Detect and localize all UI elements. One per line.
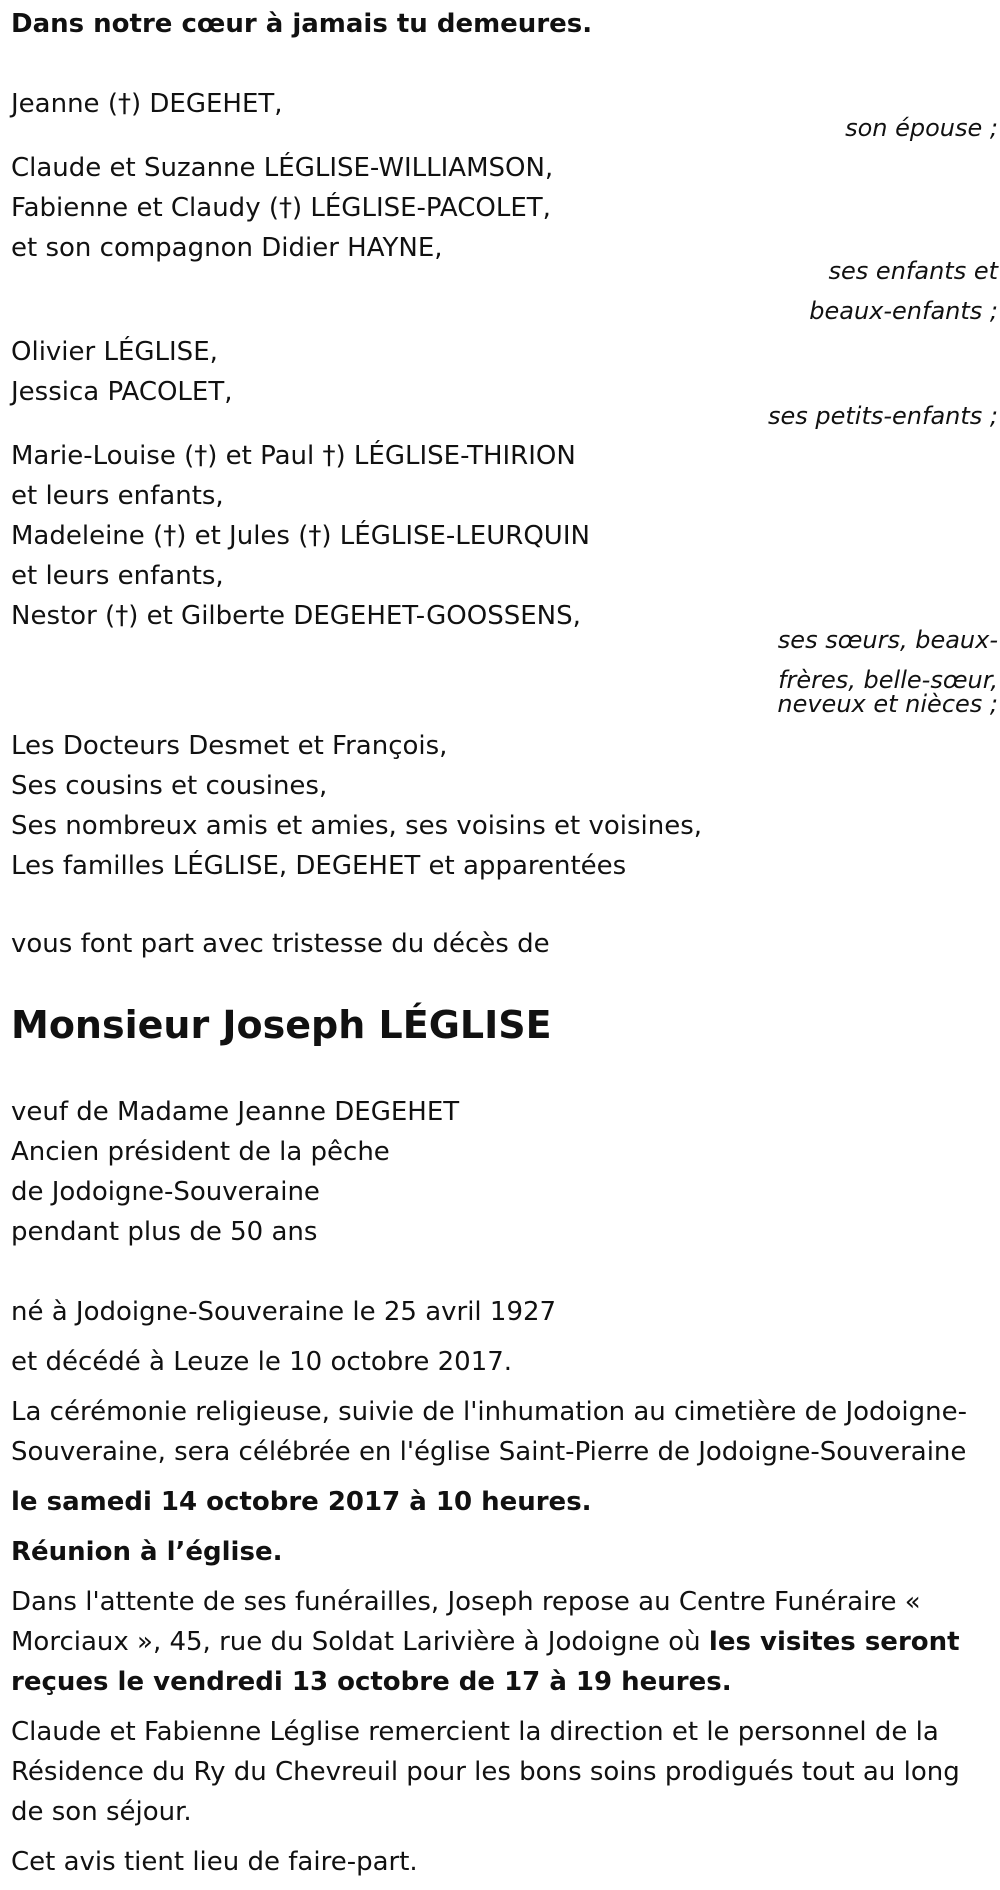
spouse-relation-label: son épouse ; bbox=[845, 114, 998, 142]
family-line: Fabienne et Claudy (†) LÉGLISE-PACOLET, bbox=[11, 193, 551, 223]
family-line: Ses nombreux amis et amies, ses voisins et voisines, bbox=[11, 811, 703, 841]
visits-emphasis: les visites seront bbox=[708, 1627, 960, 1657]
thanks-text: Claude et Fabienne Léglise remercient la direction et le personnel de la bbox=[11, 1717, 939, 1747]
announcement-text: vous font part avec tristesse du décès de bbox=[11, 929, 550, 959]
thanks-text: Résidence du Ry du Chevreuil pour les bons soins prodigués tout au long bbox=[11, 1757, 960, 1787]
grandchildren-relation-label: ses petits-enfants ; bbox=[767, 402, 998, 430]
ceremony-text: La cérémonie religieuse, suivie de l'inhumation au cimetière de Jodoigne- bbox=[11, 1397, 968, 1427]
visits-text bbox=[11, 1622, 960, 1662]
visits-location: Morciaux », 45, rue du Soldat Larivière à Jodoigne où bbox=[11, 1627, 701, 1657]
family-line: Marie-Louise (†) et Paul †) LÉGLISE-THIRION bbox=[11, 441, 576, 471]
siblings-relation-label: ses sœurs, beaux- bbox=[777, 626, 998, 654]
family-line: Ses cousins et cousines, bbox=[11, 771, 328, 801]
detail-line: de Jodoigne-Souveraine bbox=[11, 1177, 320, 1207]
ceremony-text: Souveraine, sera célébrée en l'église Saint-Pierre de Jodoigne-Souveraine bbox=[11, 1437, 967, 1467]
ceremony-date: le samedi 14 octobre 2017 à 10 heures. bbox=[11, 1487, 592, 1517]
family-line: et leurs enfants, bbox=[11, 481, 224, 511]
siblings-relation-label: neveux et nièces ; bbox=[777, 690, 998, 718]
family-line: et leurs enfants, bbox=[11, 561, 224, 591]
birth-line: né à Jodoigne-Souveraine le 25 avril 1927 bbox=[11, 1297, 557, 1327]
epigraph: Dans notre cœur à jamais tu demeures. bbox=[11, 9, 593, 39]
family-line: Jessica PACOLET, bbox=[11, 377, 233, 407]
siblings-relation-label: frères, belle-sœur, bbox=[778, 666, 998, 694]
visits-text: Dans l'attente de ses funérailles, Joseph repose au Centre Funéraire « bbox=[11, 1587, 921, 1617]
thanks-text: de son séjour. bbox=[11, 1797, 192, 1827]
family-line: Les Docteurs Desmet et François, bbox=[11, 731, 448, 761]
family-line: Les familles LÉGLISE, DEGEHET et apparentées bbox=[11, 851, 627, 881]
deceased-name: Monsieur Joseph LÉGLISE bbox=[11, 1003, 552, 1047]
family-line: Nestor (†) et Gilberte DEGEHET-GOOSSENS, bbox=[11, 601, 581, 631]
detail-line: pendant plus de 50 ans bbox=[11, 1217, 318, 1247]
reunion-note: Réunion à l’église. bbox=[11, 1537, 283, 1567]
visits-time: reçues le vendredi 13 octobre de 17 à 19 heures. bbox=[11, 1667, 732, 1697]
death-line: et décédé à Leuze le 10 octobre 2017. bbox=[11, 1347, 513, 1377]
detail-line: veuf de Madame Jeanne DEGEHET bbox=[11, 1097, 460, 1127]
children-relation-label: beaux-enfants ; bbox=[809, 297, 998, 325]
closing-note: Cet avis tient lieu de faire-part. bbox=[11, 1847, 418, 1877]
spouse-name: Jeanne (†) DEGEHET, bbox=[11, 89, 283, 119]
family-line: Madeleine (†) et Jules (†) LÉGLISE-LEURQUIN bbox=[11, 521, 590, 551]
family-line: Olivier LÉGLISE, bbox=[11, 337, 218, 367]
children-relation-label: ses enfants et bbox=[828, 257, 998, 285]
detail-line: Ancien président de la pêche bbox=[11, 1137, 390, 1167]
family-line: et son compagnon Didier HAYNE, bbox=[11, 233, 443, 263]
family-line: Claude et Suzanne LÉGLISE-WILLIAMSON, bbox=[11, 153, 554, 183]
